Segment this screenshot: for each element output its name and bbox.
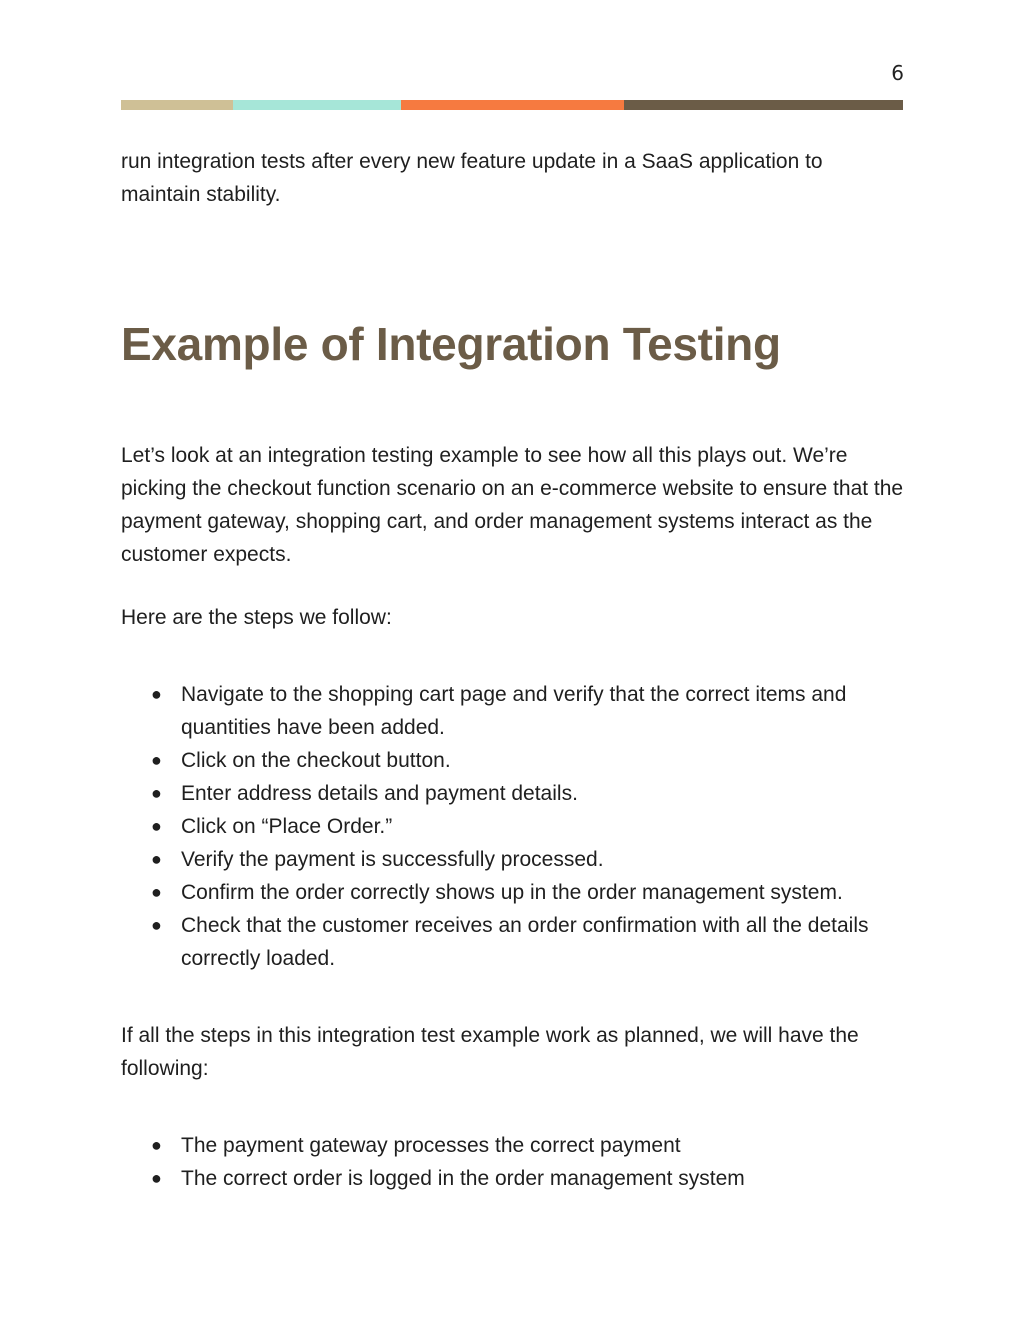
list-item-text: Confirm the order correctly shows up in the order management system. — [181, 881, 843, 904]
list-item — [121, 876, 905, 909]
document-body — [121, 145, 905, 1195]
list-item-text: The correct order is logged in the order management system — [181, 1167, 745, 1190]
bullet-icon: ● — [151, 684, 162, 704]
bullet-icon: ● — [151, 849, 162, 869]
intro-paragraph-fragment: run integration tests after every new feature update in a SaaS application to maintain stability. — [121, 150, 823, 206]
bullet-icon: ● — [151, 1168, 162, 1188]
color-bar-segment-2 — [233, 100, 401, 110]
bullet-icon: ● — [151, 1135, 162, 1155]
list-item-text: Check that the customer receives an order confirmation with all the details correctly loaded. — [181, 914, 869, 970]
list-item-text: The payment gateway processes the correct payment — [181, 1134, 681, 1157]
header-color-bar — [121, 100, 903, 110]
color-bar-segment-1 — [121, 100, 233, 110]
list-item — [121, 777, 905, 810]
color-bar-segment-4 — [624, 100, 903, 110]
list-item — [121, 678, 905, 744]
bullet-icon: ● — [151, 783, 162, 803]
steps-list — [121, 678, 905, 975]
outcome-intro: If all the steps in this integration test example work as planned, we will have the following: — [121, 1024, 859, 1080]
section-title: Example of Integration Testing — [121, 318, 781, 370]
list-item-text: Click on “Place Order.” — [181, 815, 393, 838]
list-item-text: Click on the checkout button. — [181, 749, 451, 772]
list-item-text: Enter address details and payment details. — [181, 782, 578, 805]
list-item — [121, 909, 905, 975]
list-item — [121, 1129, 905, 1162]
bullet-icon: ● — [151, 915, 162, 935]
list-item-text: Navigate to the shopping cart page and verify that the correct items and quantities have been added. — [181, 683, 847, 739]
list-item — [121, 810, 905, 843]
lead-paragraph: Let’s look at an integration testing example to see how all this plays out. We’re picking the checkout function scenario on an e-commerce website to ensure that the payment gateway, shopping cart, and order management systems interact as the customer expects. — [121, 444, 904, 566]
outcome-list — [121, 1129, 905, 1195]
color-bar-segment-3 — [401, 100, 624, 110]
list-item — [121, 1162, 905, 1195]
bullet-icon: ● — [151, 816, 162, 836]
bullet-icon: ● — [151, 750, 162, 770]
list-item — [121, 843, 905, 876]
page-number: 6 — [891, 61, 904, 85]
bullet-icon: ● — [151, 882, 162, 902]
steps-intro: Here are the steps we follow: — [121, 606, 392, 629]
list-item-text: Verify the payment is successfully processed. — [181, 848, 604, 871]
list-item — [121, 744, 905, 777]
